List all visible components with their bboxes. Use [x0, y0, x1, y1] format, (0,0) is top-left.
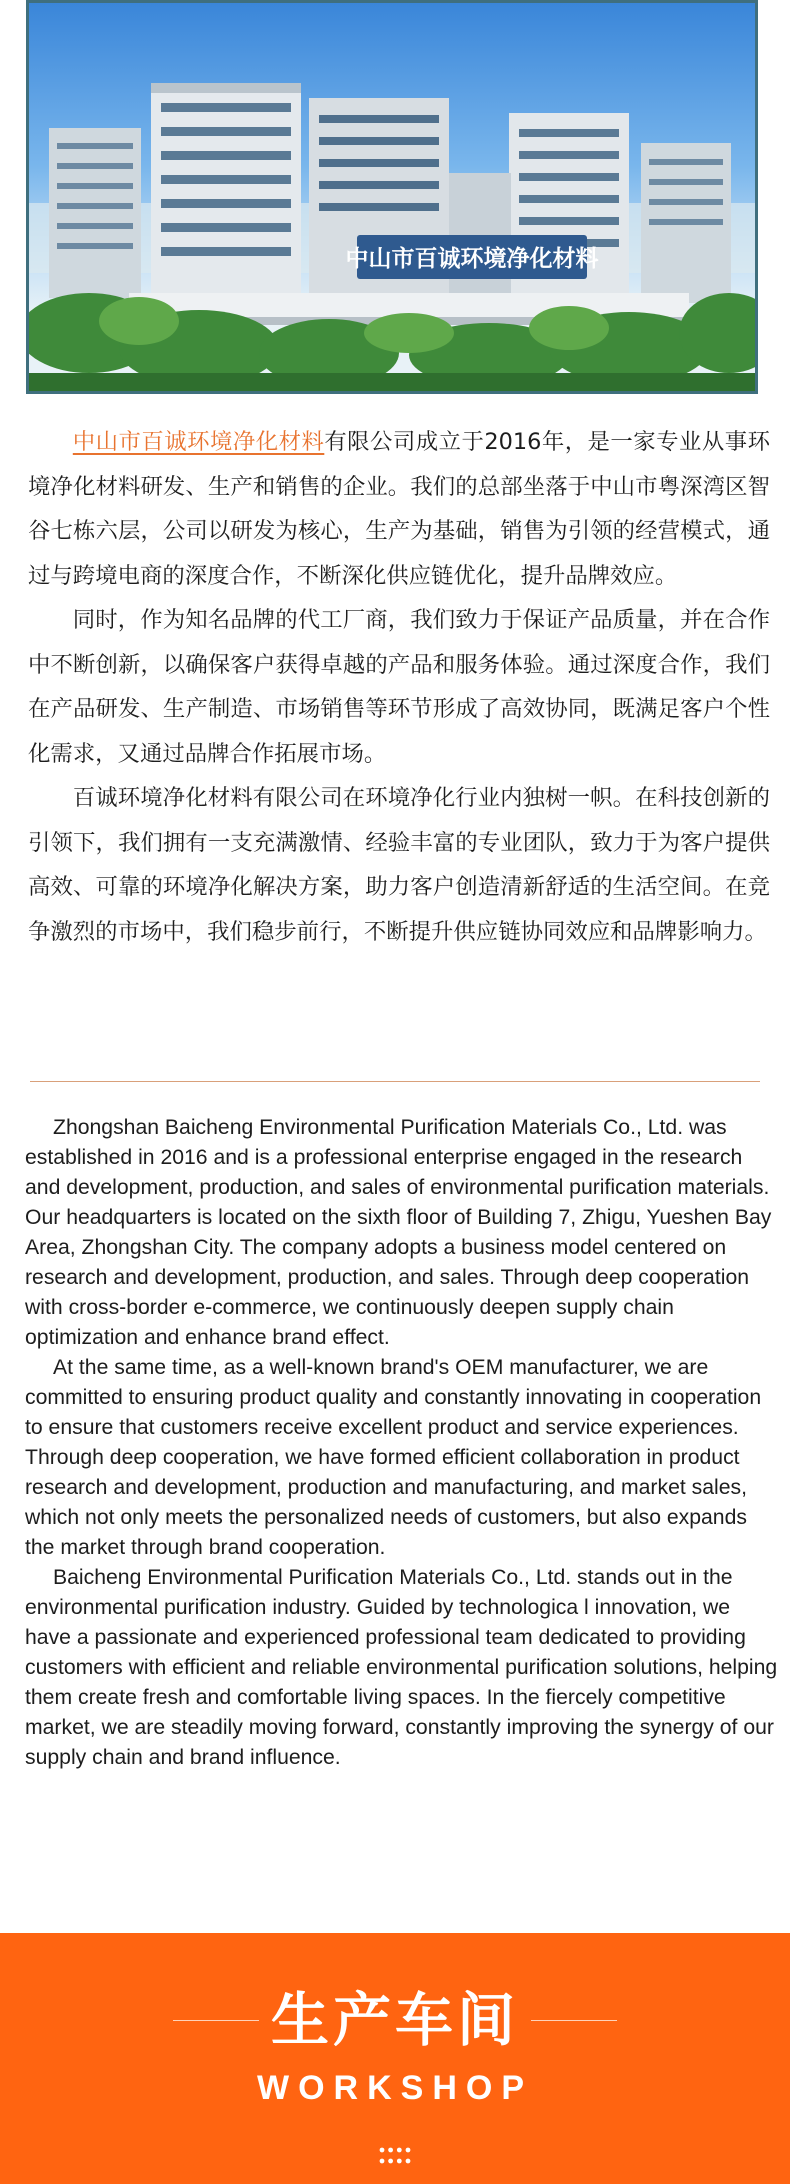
building-sign-text: 中山市百诚环境净化材料 [345, 246, 599, 272]
company-building-photo [26, 0, 758, 394]
company-intro-chinese [28, 420, 770, 954]
dots-grid-icon [379, 2146, 411, 2166]
intro-cn-paragraph-1-text: 有限公司成立于2016年，是一家专业从事环境净化材料研发、生产和销售的企业。我们的总部坐落于中山市粤深湾区智谷七栋六层，公司以研发为核心，生产为基础，销售为引领的经营模式，通过与跨境电商的深度合作，不断深化供应链优化，提升品牌效应。 [28, 429, 770, 589]
workshop-title: 生产车间 [270, 1986, 519, 2054]
intro-cn-paragraph-3: 百诚环境净化材料有限公司在环境净化行业内独树一帜。在科技创新的引领下，我们拥有一支充满激情、经验丰富的专业团队，致力于为客户提供高效、可靠的环境净化解决方案，助力客户创造清新舒适的生活空间。在竞争激烈的市场中，我们稳步前行，不断提升供应链协同效应和品牌影响力。 [28, 785, 770, 945]
company-intro-english [25, 1113, 780, 1773]
workshop-title-row [0, 1985, 790, 2055]
title-right-line [531, 2020, 617, 2021]
building-illustration [29, 3, 755, 391]
company-name-link[interactable]: 中山市百诚环境净化材料 [72, 429, 325, 455]
section-divider [30, 1081, 760, 1082]
title-left-line [173, 2020, 259, 2021]
intro-cn-paragraph-2: 同时，作为知名品牌的代工厂商，我们致力于保证产品质量，并在合作中不断创新，以确保客户获得卓越的产品和服务体验。通过深度合作，我们在产品研发、生产制造、市场销售等环节形成了高效协同，既满足客户个性化需求，又通过品牌合作拓展市场。 [28, 607, 770, 767]
intro-en-paragraph-1: Zhongshan Baicheng Environmental Purification Materials Co., Ltd. was established in 2016 and is a professional enterprise engaged in the research and development, production, and sales of environmental purification materials. Our headquarters is located on the sixth floor of Building 7, Zhigu, Yueshen Bay Area, Zhongshan City. The company adopts a business model centered on research and development, production, and sales. Through deep cooperation with cross-border e-commerce, we continuously deepen supply chain optimization and enhance brand effect. [25, 1116, 772, 1349]
workshop-banner [0, 1933, 790, 2184]
intro-en-paragraph-3: Baicheng Environmental Purification Materials Co., Ltd. stands out in the environmental purification industry. Guided by technologica l innovation, we have a passionate and experienced professional team dedicated to providing customers with efficient and reliable environmental purification solutions, helping them create fresh and comfortable living spaces. In the fiercely competitive market, we are steadily moving forward, constantly improving the synergy of our supply chain and brand influence. [25, 1566, 778, 1769]
intro-cn-paragraph-1 [28, 420, 770, 598]
workshop-subtitle: WORKSHOP [257, 2069, 533, 2107]
intro-en-paragraph-2: At the same time, as a well-known brand's OEM manufacturer, we are committed to ensuring product quality and constantly innovating in cooperation to ensure that customers receive excellent product and service experiences. Through deep cooperation, we have formed efficient collaboration in product research and development, production and manufacturing, and market sales, which not only meets the personalized needs of customers, but also expands the market through brand cooperation. [25, 1356, 762, 1559]
